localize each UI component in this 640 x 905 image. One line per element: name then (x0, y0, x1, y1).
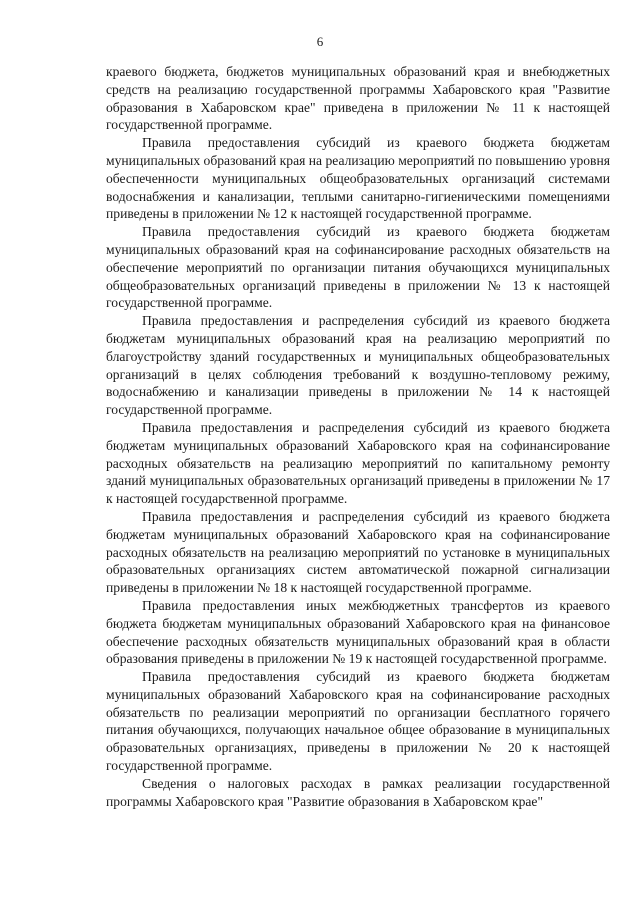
paragraph-appendix-14: Правила предоставления и распределения субсидий из краевого бюджета бюджетам муниципальных образований края на реализацию мероприятий по благоустройству зданий государственных и муниципальных общеобразовательных организаций в целях соблюдения требований к воздушно-тепловому режиму, водоснабжению и канализации приведены в приложении № 14 к настоящей государственной программе. (106, 313, 610, 418)
document-body (106, 63, 610, 810)
page-number: 6 (316, 34, 324, 49)
paragraph-appendix-19: Правила предоставления иных межбюджетных трансфертов из краевого бюджета бюджетам муниципальных образований Хабаровского края на финансовое обеспечение расходных обязательств муниципальных образований края в области образования приведены в приложении № 19 к настоящей государственной программе. (106, 597, 610, 667)
paragraph-appendix-13: Правила предоставления субсидий из краевого бюджета бюджетам муниципальных образований края на софинансирование расходных обязательств на обеспечение мероприятий по организации питания обучающихся муниципальных общеобразовательных организаций приведены в приложении № 13 к настоящей государственной программе. (106, 224, 610, 311)
paragraph-appendix-18: Правила предоставления и распределения субсидий из краевого бюджета бюджетам муниципальных образований Хабаровского края на софинансирование расходных обязательств на реализацию мероприятий по установке в муниципальных образовательных организациях систем автоматической пожарной сигнализации приведены в приложении № 18 к настоящей государственной программе. (106, 508, 610, 596)
paragraph-appendix-17: Правила предоставления и распределения субсидий из краевого бюджета бюджетам муниципальных образований Хабаровского края на софинансирование расходных обязательств на реализацию мероприятий по капитальному ремонту зданий муниципальных образовательных организаций приведены в приложении № 17 к настоящей государственной программе. (106, 419, 610, 507)
paragraph-appendix-12: Правила предоставления субсидий из краевого бюджета бюджетам муниципальных образований края на реализацию мероприятий по повышению уровня обеспеченности муниципальных общеобразовательных организаций системами водоснабжения и канализации, теплыми санитарно-гигиеническими помещениями приведены в приложении № 12 к настоящей государственной программе. (106, 135, 610, 222)
paragraph-continuation: краевого бюджета, бюджетов муниципальных образований края и внебюджетных средств на реализацию государственной программы Хабаровского края "Развитие образования в Хабаровском крае" приведена в приложении № 11 к настоящей государственной программе. (106, 64, 610, 133)
paragraph-tax-expenditures: Сведения о налоговых расходах в рамках реализации государственной программы Хабаровского края "Развитие образования в Хабаровском крае" (106, 775, 610, 809)
paragraph-appendix-20: Правила предоставления субсидий из краевого бюджета бюджетам муниципальных образований Хабаровского края на софинансирование расходных обязательств по реализации мероприятий по организации бесплатного горячего питания обучающихся, получающих начальное общее образование в муниципальных образовательных организациях, приведены в приложении № 20 к настоящей государственной программе. (106, 669, 610, 774)
